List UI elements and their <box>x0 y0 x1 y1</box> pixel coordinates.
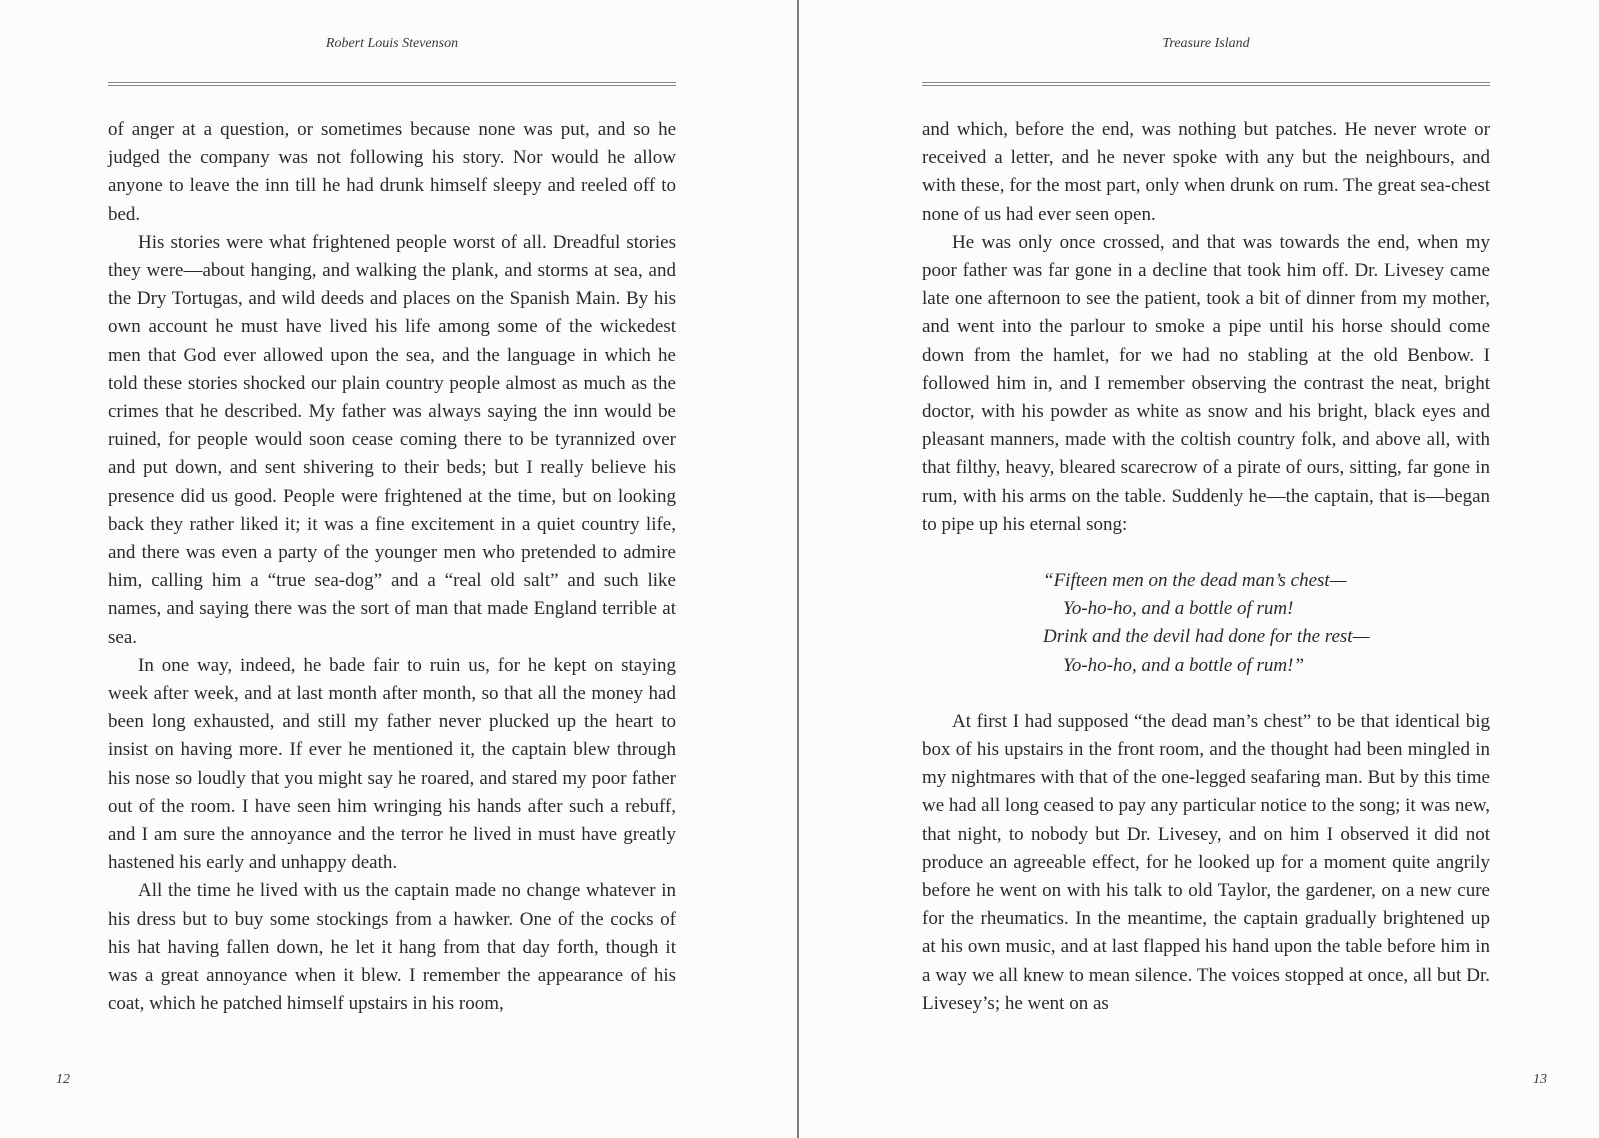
paragraph: At first I had supposed “the dead man’s chest” to be that identical big box of his upstairs in the front room, and the thought had been mingled in my nightmares with that of the one-legged seafaring man. But by this time we had all long ceased to pay any particular notice to the song; it was new, that night, to nobody but Dr. Livesey, and on him I observed it did not produce an agreeable effect, for he looked up for a moment quite angrily before he went on with his talk to old Taylor, the gardener, on a new cure for the rheumatics. In the meantime, the captain gradually brightened up at his own music, and at last flapped his hand upon the table before him in a way we all knew to mean silence. The voices stopped at once, all but Dr. Livesey’s; he went on as <box>922 710 1490 1014</box>
paragraph: All the time he lived with us the captain made no change whatever in his dress but to buy some stockings from a hawker. One of the cocks of his hat having fallen down, he let it hang from that day forth, though it was a great annoyance when it blew. I remember the appearance of his coat, which he patched himself upstairs in his room, <box>108 880 676 1015</box>
spine-divider <box>797 0 799 1138</box>
header-rule <box>922 82 1490 86</box>
paragraph: In one way, indeed, he bade fair to ruin us, for he kept on staying week after week, and at last month after month, so that all the money had been long exhausted, and still my father never plucked up the heart to insist on having more. If ever he mentioned it, the captain blew through his nose so loudly that you might say he roared, and stared my poor father out of the room. I have seen him wringing his hands after such a rebuff, and I am sure the annoyance and the terror he lived in must have greatly hastened his early and unhappy death. <box>108 654 676 874</box>
right-page <box>800 0 1597 1138</box>
body-text <box>922 116 1490 1018</box>
running-head-author: Robert Louis Stevenson <box>325 36 459 51</box>
left-page <box>0 0 797 1138</box>
paragraph: of anger at a question, or sometimes because none was put, and so he judged the company was not following his story. Nor would he allow anyone to leave the inn till he had drunk himself sleepy and reeled off to bed. <box>108 119 676 225</box>
page-number: 13 <box>1533 1072 1547 1087</box>
running-head-title: Treasure Island <box>1162 36 1250 51</box>
paragraph: and which, before the end, was nothing but patches. He never wrote or received a letter, and he never spoke with any but the neighbours, and with these, for the most part, only when drunk on rum. The great sea-chest none of us had ever seen open. <box>922 119 1490 225</box>
header-rule <box>108 82 676 86</box>
verse-line: “Fifteen men on the dead man’s chest— <box>1043 570 1347 592</box>
page-number: 12 <box>56 1072 70 1087</box>
verse-line: Drink and the devil had done for the rest— <box>1043 626 1370 648</box>
song-verse <box>1043 567 1490 680</box>
verse-line: Yo-ho-ho, and a bottle of rum!” <box>1063 654 1305 676</box>
paragraph: His stories were what frightened people worst of all. Dreadful stories they were—about hanging, and walking the plank, and storms at sea, and the Dry Tortugas, and wild deeds and places on the Spanish Main. By his own account he must have lived his life among some of the wickedest men that God ever allowed upon the sea, and the language in which he told these stories shocked our plain country people almost as much as the crimes that he described. My father was always saying the inn would be ruined, for people would soon cease coming there to be tyrannized over and put down, and sent shivering to their beds; but I really believe his presence did us good. People were frightened at the time, but on looking back they rather liked it; it was a fine excitement in a quiet country life, and there was even a party of the younger men who pretended to admire him, calling him a “true sea-dog” and a “real old salt” and such like names, and saying there was the sort of man that made England terrible at sea. <box>108 231 676 648</box>
verse-line: Yo-ho-ho, and a bottle of rum! <box>1063 598 1294 620</box>
body-text <box>108 116 676 1019</box>
paragraph: He was only once crossed, and that was towards the end, when my poor father was far gone in a decline that took him off. Dr. Livesey came late one afternoon to see the patient, took a bit of dinner from my mother, and went into the parlour to smoke a pipe until his horse should come down from the hamlet, for we had no stabling at the old Benbow. I followed him in, and I remember observing the contrast the neat, bright doctor, with his powder as white as snow and his bright, black eyes and pleasant manners, made with the coltish country folk, and above all, with that filthy, heavy, bleared scarecrow of a pirate of ours, sitting, far gone in rum, with his arms on the table. Suddenly he—the captain, that is—began to pipe up his eternal song: <box>922 231 1490 535</box>
